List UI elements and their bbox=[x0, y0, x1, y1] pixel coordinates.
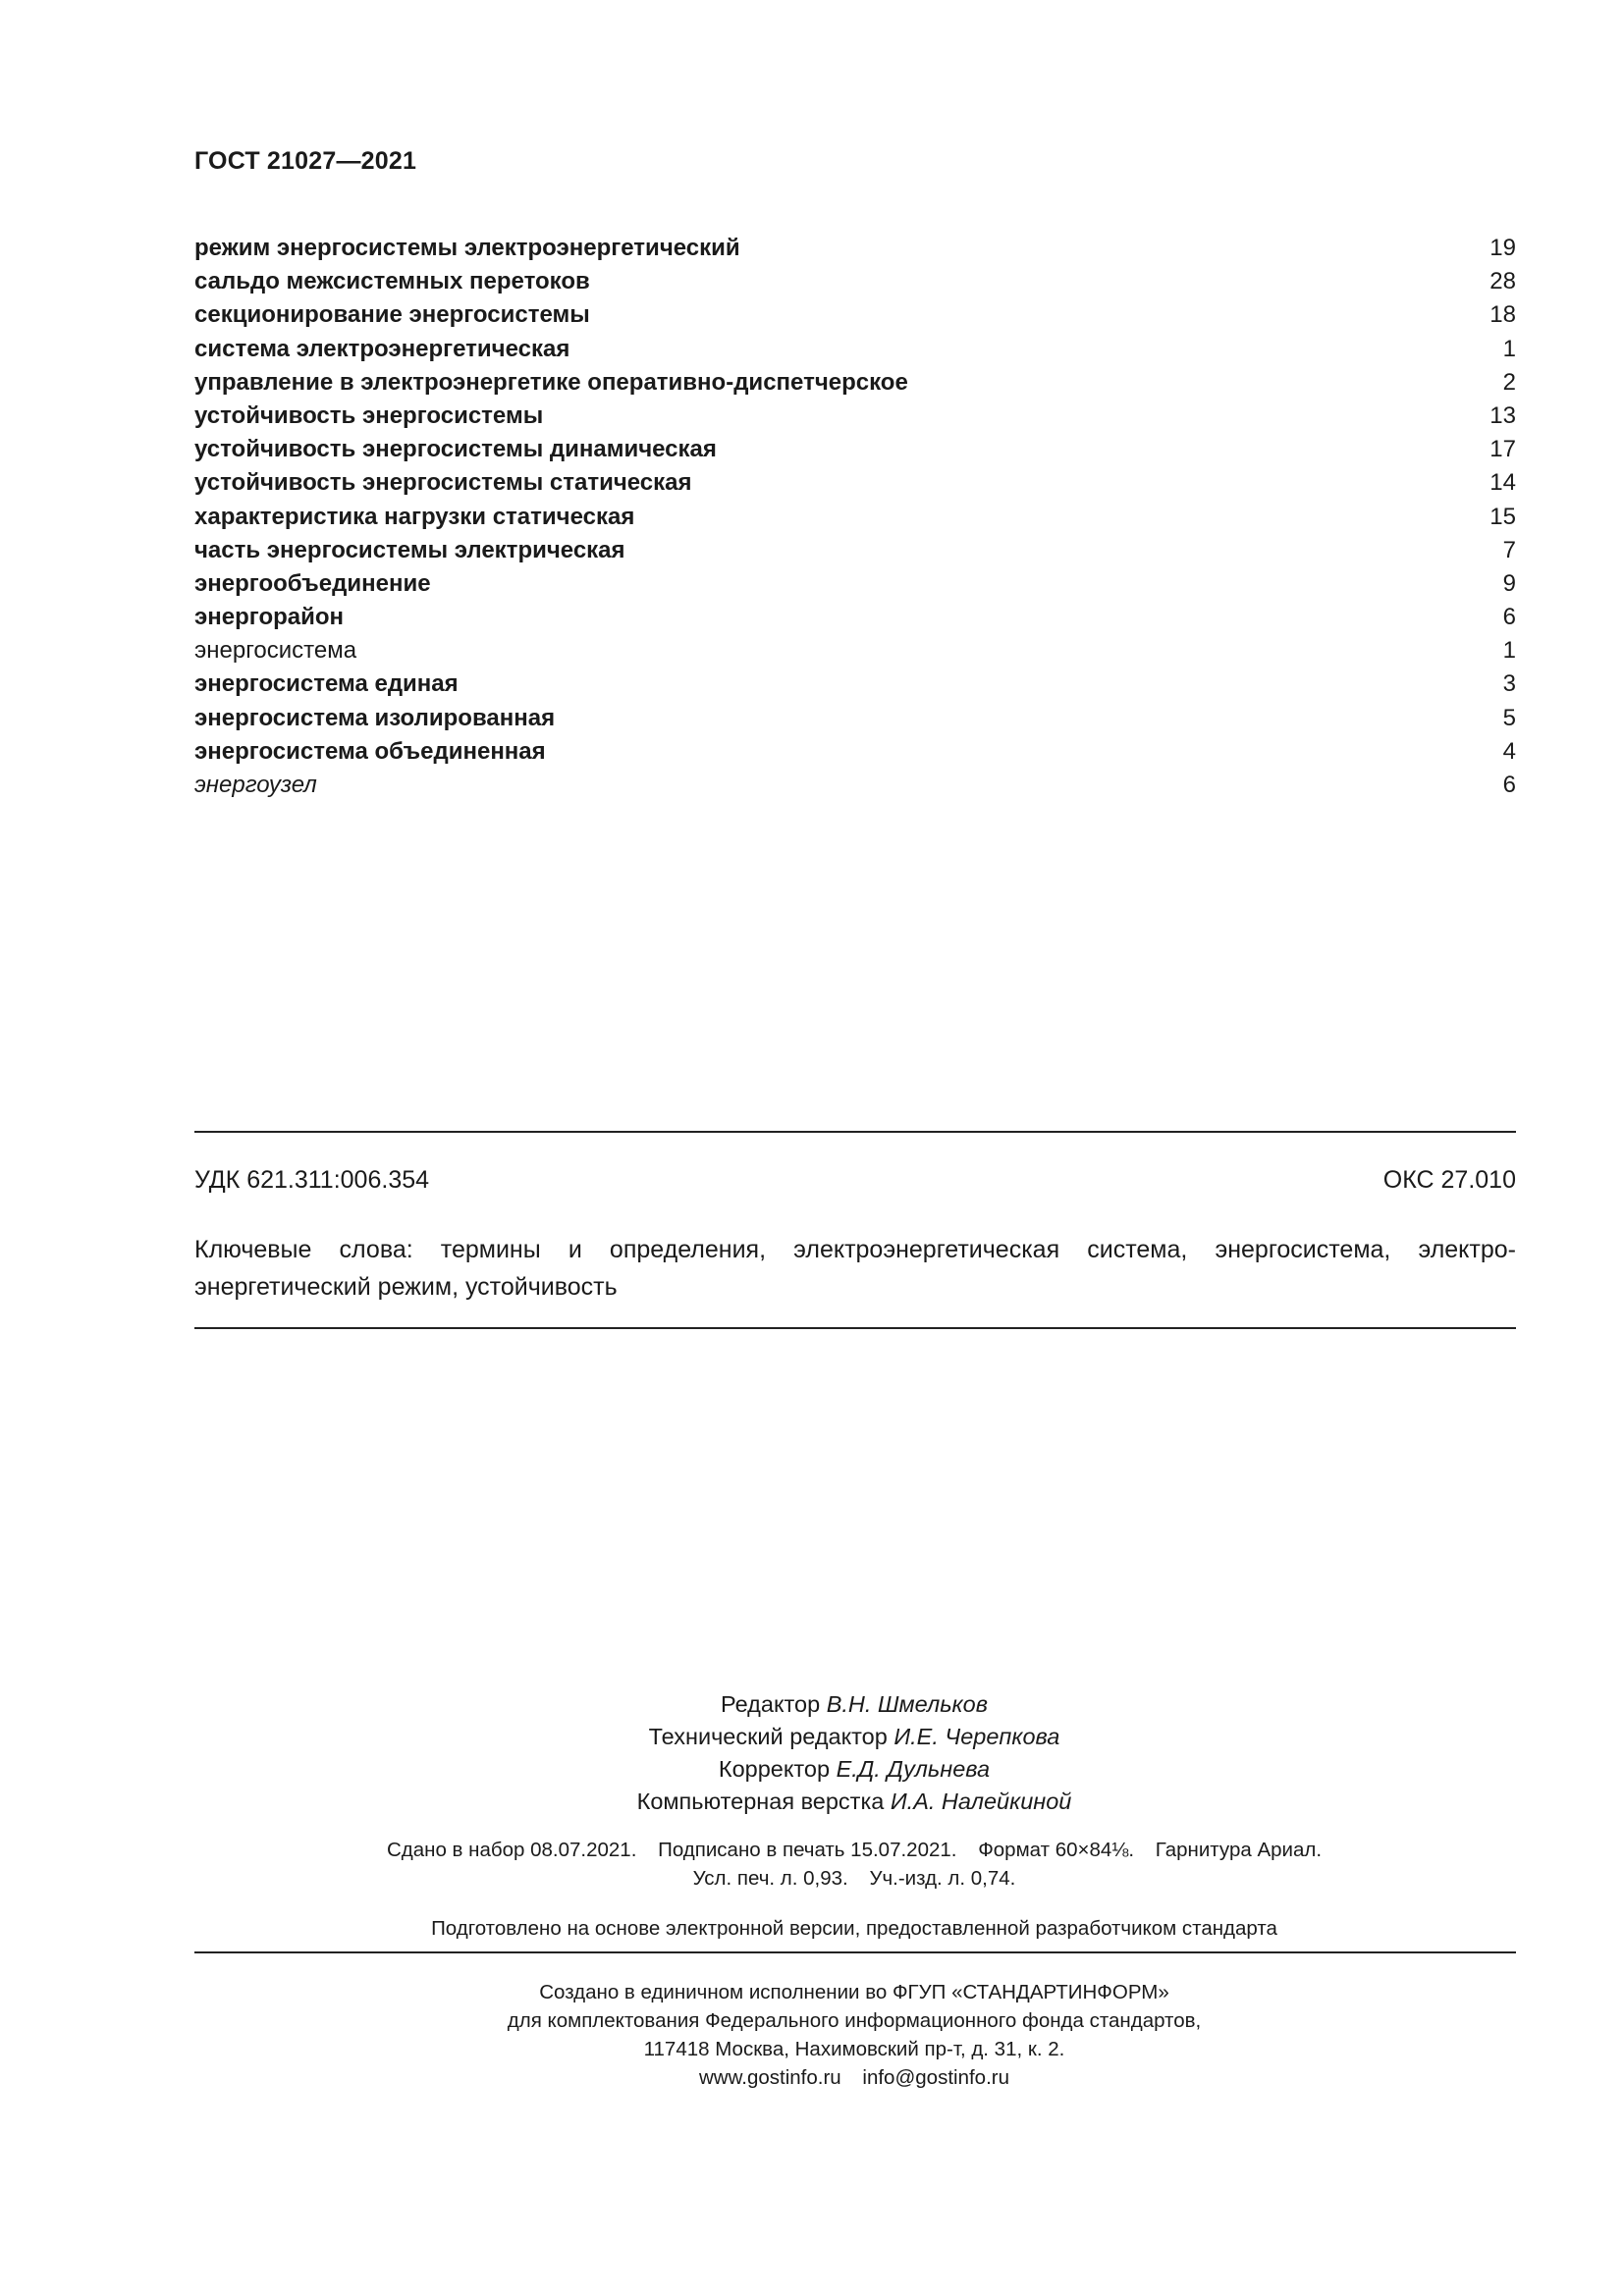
index-row bbox=[194, 567, 1516, 601]
classification-codes bbox=[194, 1166, 1516, 1195]
divider-bottom bbox=[194, 1327, 1516, 1329]
index-term: сальдо межсистемных перетоков bbox=[194, 268, 590, 295]
email-link[interactable]: info@gostinfo.ru bbox=[862, 2066, 1009, 2089]
index-number: 28 bbox=[1489, 268, 1516, 295]
index-term: управление в электроэнергетике оперативно-диспетчерское bbox=[194, 368, 908, 396]
credit-name: И.А. Налейкиной bbox=[890, 1789, 1072, 1814]
index-row bbox=[194, 667, 1516, 701]
index-number: 6 bbox=[1502, 772, 1516, 798]
editorial-credits bbox=[295, 1688, 1414, 1818]
index-row bbox=[194, 298, 1516, 332]
publisher-imprint bbox=[295, 1978, 1414, 2092]
index-row bbox=[194, 400, 1516, 433]
print-info bbox=[295, 1836, 1414, 1893]
credit-line bbox=[295, 1688, 1414, 1721]
index-term: энергосистема объединенная bbox=[194, 737, 546, 765]
index-number: 13 bbox=[1489, 401, 1516, 429]
submitted-date: Сдано в набор 08.07.2021. bbox=[386, 1839, 637, 1861]
index-number: 15 bbox=[1489, 503, 1516, 530]
credit-line bbox=[295, 1721, 1414, 1753]
index-term: устойчивость энергосистемы статическая bbox=[194, 469, 692, 497]
print-sheets: Усл. печ. л. 0,93. bbox=[692, 1867, 848, 1890]
index-term: энергосистема единая bbox=[194, 670, 459, 698]
index-row bbox=[194, 601, 1516, 634]
index-term: характеристика нагрузки статическая bbox=[194, 503, 635, 530]
website-link[interactable]: www.gostinfo.ru bbox=[699, 2066, 841, 2089]
udk-code: УДК 621.311:006.354 bbox=[194, 1166, 430, 1194]
index-row bbox=[194, 769, 1516, 802]
index-number: 19 bbox=[1489, 235, 1516, 261]
index-term: режим энергосистемы электроэнергетический bbox=[194, 235, 740, 261]
edition-sheets: Уч.-изд. л. 0,74. bbox=[869, 1867, 1016, 1890]
index-row bbox=[194, 433, 1516, 466]
index-number: 4 bbox=[1502, 737, 1516, 765]
index-row bbox=[194, 702, 1516, 735]
index-term: энергоузел bbox=[194, 772, 317, 798]
index-number: 1 bbox=[1502, 335, 1516, 362]
index-row bbox=[194, 366, 1516, 400]
index-number: 1 bbox=[1502, 637, 1516, 665]
signed-date: Подписано в печать 15.07.2021. bbox=[658, 1839, 957, 1861]
credit-role: Корректор bbox=[718, 1756, 831, 1782]
index-term: энергосистема bbox=[194, 637, 357, 665]
credit-role: Редактор bbox=[720, 1691, 821, 1717]
index-row bbox=[194, 333, 1516, 366]
keywords: Ключевые слова: термины и определения, электроэнергетическая система, энергосистема, электро-энергетический режим, устойчивость bbox=[194, 1236, 1516, 1301]
index-row bbox=[194, 534, 1516, 567]
imprint-line-2: для комплектования Федерального информационного фонда стандартов, bbox=[507, 2009, 1202, 2032]
index-term: энергообъединение bbox=[194, 569, 431, 597]
index-number: 6 bbox=[1502, 604, 1516, 631]
index-number: 18 bbox=[1489, 301, 1516, 329]
oks-code: ОКС 27.010 bbox=[1382, 1166, 1516, 1194]
index-number: 2 bbox=[1502, 368, 1516, 396]
term-index bbox=[194, 232, 1516, 802]
imprint-line-1: Создано в единичном исполнении во ФГУП «СТАНДАРТИНФОРМ» bbox=[539, 1981, 1169, 2003]
divider-imprint bbox=[194, 1951, 1516, 1953]
index-number: 9 bbox=[1502, 569, 1516, 597]
index-term: система электроэнергетическая bbox=[194, 335, 570, 362]
divider-top bbox=[194, 1131, 1516, 1133]
imprint-line-3: 117418 Москва, Нахимовский пр-т, д. 31, к. 2. bbox=[643, 2038, 1065, 2060]
credit-line bbox=[295, 1753, 1414, 1786]
index-term: устойчивость энергосистемы bbox=[194, 401, 544, 429]
index-term: энергорайон bbox=[194, 604, 345, 631]
index-term: часть энергосистемы электрическая bbox=[194, 536, 625, 563]
credit-name: В.Н. Шмельков bbox=[826, 1691, 988, 1717]
credit-line bbox=[295, 1786, 1414, 1818]
paper-format: Формат 60×84⅛. bbox=[978, 1839, 1135, 1861]
index-term: устойчивость энергосистемы динамическая bbox=[194, 436, 717, 463]
standard-header: ГОСТ 21027—2021 bbox=[194, 147, 417, 175]
index-number: 5 bbox=[1502, 704, 1516, 731]
index-row bbox=[194, 501, 1516, 534]
index-number: 7 bbox=[1502, 536, 1516, 563]
index-term: энергосистема изолированная bbox=[194, 704, 556, 731]
typeface: Гарнитура Ариал. bbox=[1155, 1839, 1323, 1861]
credit-name: И.Е. Черепкова bbox=[893, 1724, 1060, 1749]
credit-name: Е.Д. Дульнева bbox=[836, 1756, 991, 1782]
index-row bbox=[194, 232, 1516, 265]
index-term: секционирование энергосистемы bbox=[194, 301, 590, 329]
index-number: 3 bbox=[1502, 670, 1516, 698]
index-number: 14 bbox=[1489, 469, 1516, 497]
index-row bbox=[194, 265, 1516, 298]
index-row bbox=[194, 634, 1516, 667]
prepared-note: Подготовлено на основе электронной версии, предоставленной разработчиком стандарта bbox=[431, 1917, 1277, 1940]
credit-role: Компьютерная верстка bbox=[636, 1789, 885, 1814]
index-row bbox=[194, 735, 1516, 769]
index-row bbox=[194, 466, 1516, 500]
index-number: 17 bbox=[1489, 436, 1516, 463]
credit-role: Технический редактор bbox=[648, 1724, 888, 1749]
